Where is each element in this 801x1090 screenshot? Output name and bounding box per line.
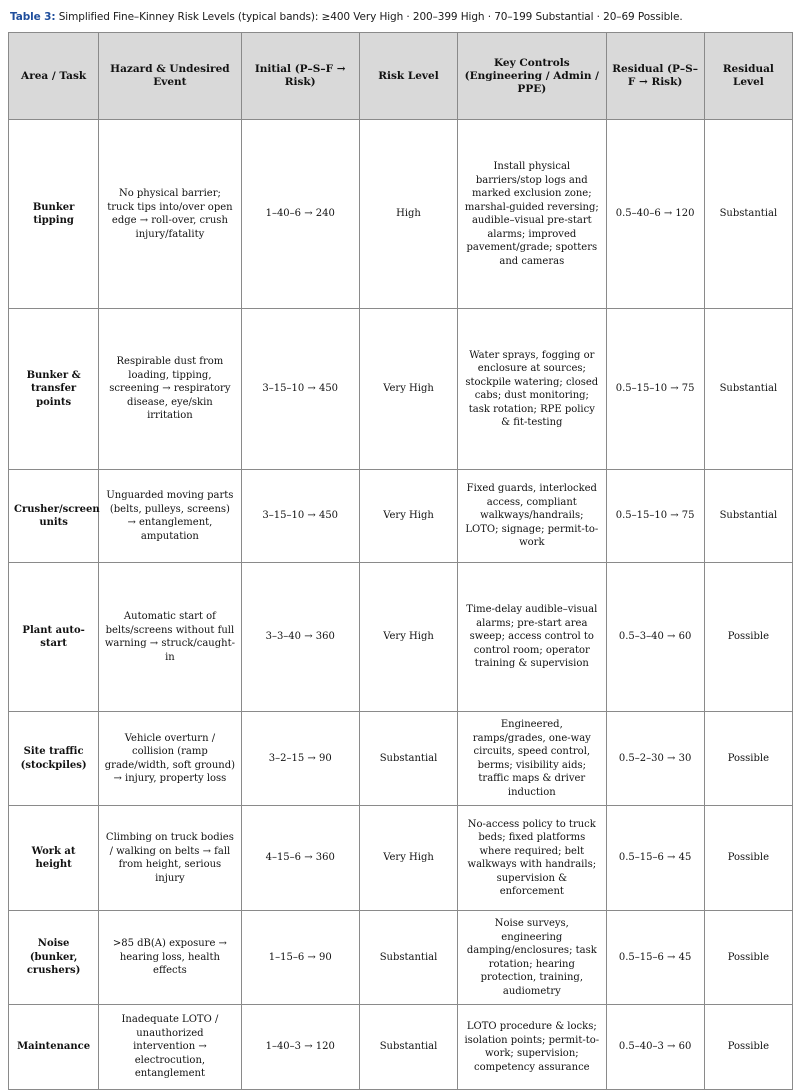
cell-initial: 3–15–10 → 450 — [241, 470, 359, 563]
cell-key-controls: Noise surveys, engineering damping/enclosures; task rotation; hearing protection, training, audiometry — [458, 911, 606, 1005]
cell-residual: 0.5–3–40 → 60 — [606, 563, 704, 712]
cell-area: Site traffic (stockpiles) — [9, 712, 99, 806]
cell-hazard: Respirable dust from loading, tipping, screening → respiratory disease, eye/skin irritation — [99, 309, 241, 470]
column-header-area: Area / Task — [9, 33, 99, 120]
cell-initial: 4–15–6 → 360 — [241, 806, 359, 911]
cell-key-controls: Install physical barriers/stop logs and marked exclusion zone; marshal-guided reversing; audible–visual pre-start alarms; improved pavement/grade; spotters and cameras — [458, 120, 606, 309]
cell-initial: 1–40–6 → 240 — [241, 120, 359, 309]
column-header-hazard: Hazard & Undesired Event — [99, 33, 241, 120]
cell-risk-level: Very High — [359, 806, 457, 911]
table-row — [9, 120, 793, 309]
cell-residual: 0.5–2–30 → 30 — [606, 712, 704, 806]
cell-risk-level: Very High — [359, 309, 457, 470]
cell-key-controls: Time-delay audible–visual alarms; pre-start area sweep; access control to control room; operator training & supervision — [458, 563, 606, 712]
cell-risk-level: Very High — [359, 563, 457, 712]
column-header-initial: Initial (P–S–F → Risk) — [241, 33, 359, 120]
cell-area: Work at height — [9, 806, 99, 911]
cell-key-controls: No-access policy to truck beds; fixed platforms where required; belt walkways with handrails; supervision & enforcement — [458, 806, 606, 911]
table-row — [9, 712, 793, 806]
table-header-row — [9, 33, 793, 120]
cell-residual-level: Substantial — [704, 309, 792, 470]
cell-area: Crusher/screen units — [9, 470, 99, 563]
cell-residual-level: Possible — [704, 563, 792, 712]
table-row — [9, 563, 793, 712]
cell-area: Bunker tipping — [9, 120, 99, 309]
cell-initial: 3–2–15 → 90 — [241, 712, 359, 806]
cell-initial: 1–15–6 → 90 — [241, 911, 359, 1005]
column-header-residual: Residual (P–S–F → Risk) — [606, 33, 704, 120]
column-header-key-controls: Key Controls (Engineering / Admin / PPE) — [458, 33, 606, 120]
cell-residual: 0.5–40–3 → 60 — [606, 1005, 704, 1090]
table-row — [9, 806, 793, 911]
column-header-risk-level: Risk Level — [359, 33, 457, 120]
cell-residual: 0.5–15–10 → 75 — [606, 309, 704, 470]
cell-residual: 0.5–15–10 → 75 — [606, 470, 704, 563]
cell-risk-level: Substantial — [359, 1005, 457, 1090]
cell-risk-level: Substantial — [359, 712, 457, 806]
cell-hazard: No physical barrier; truck tips into/over open edge → roll-over, crush injury/fatality — [99, 120, 241, 309]
table-row — [9, 1005, 793, 1090]
table-row — [9, 470, 793, 563]
cell-initial: 3–3–40 → 360 — [241, 563, 359, 712]
cell-residual-level: Possible — [704, 712, 792, 806]
cell-hazard: Unguarded moving parts (belts, pulleys, screens) → entanglement, amputation — [99, 470, 241, 563]
cell-area: Bunker & transfer points — [9, 309, 99, 470]
cell-residual-level: Possible — [704, 806, 792, 911]
cell-area: Plant auto-start — [9, 563, 99, 712]
cell-residual: 0.5–15–6 → 45 — [606, 806, 704, 911]
table-caption — [10, 10, 793, 24]
cell-risk-level: Very High — [359, 470, 457, 563]
cell-key-controls: Engineered, ramps/grades, one-way circuits, speed control, berms; visibility aids; traffic maps & driver induction — [458, 712, 606, 806]
cell-residual: 0.5–15–6 → 45 — [606, 911, 704, 1005]
table-row — [9, 309, 793, 470]
cell-key-controls: Fixed guards, interlocked access, compliant walkways/handrails; LOTO; signage; permit-to-work — [458, 470, 606, 563]
cell-hazard: Vehicle overturn / collision (ramp grade/width, soft ground) → injury, property loss — [99, 712, 241, 806]
cell-residual-level: Possible — [704, 1005, 792, 1090]
cell-hazard: Inadequate LOTO / unauthorized intervention → electrocution, entanglement — [99, 1005, 241, 1090]
column-header-residual-level: Residual Level — [704, 33, 792, 120]
cell-hazard: Climbing on truck bodies / walking on belts → fall from height, serious injury — [99, 806, 241, 911]
caption-text: Simplified Fine–Kinney Risk Levels (typical bands): ≥400 Very High · 200–399 High · 70–199 Substantial · 20–69 Possible. — [55, 11, 683, 23]
cell-key-controls: Water sprays, fogging or enclosure at sources; stockpile watering; closed cabs; dust monitoring; task rotation; RPE policy & fit-testing — [458, 309, 606, 470]
cell-residual-level: Substantial — [704, 120, 792, 309]
caption-label: Table 3: — [10, 11, 56, 23]
risk-assessment-table — [8, 32, 793, 1090]
cell-residual: 0.5–40–6 → 120 — [606, 120, 704, 309]
cell-residual-level: Substantial — [704, 470, 792, 563]
cell-key-controls: LOTO procedure & locks; isolation points; permit-to-work; supervision; competency assurance — [458, 1005, 606, 1090]
cell-area: Maintenance — [9, 1005, 99, 1090]
cell-hazard: Automatic start of belts/screens without full warning → struck/caught-in — [99, 563, 241, 712]
cell-initial: 1–40–3 → 120 — [241, 1005, 359, 1090]
cell-risk-level: High — [359, 120, 457, 309]
cell-initial: 3–15–10 → 450 — [241, 309, 359, 470]
cell-area: Noise (bunker, crushers) — [9, 911, 99, 1005]
cell-hazard: >85 dB(A) exposure → hearing loss, health effects — [99, 911, 241, 1005]
cell-risk-level: Substantial — [359, 911, 457, 1005]
cell-residual-level: Possible — [704, 911, 792, 1005]
table-row — [9, 911, 793, 1005]
